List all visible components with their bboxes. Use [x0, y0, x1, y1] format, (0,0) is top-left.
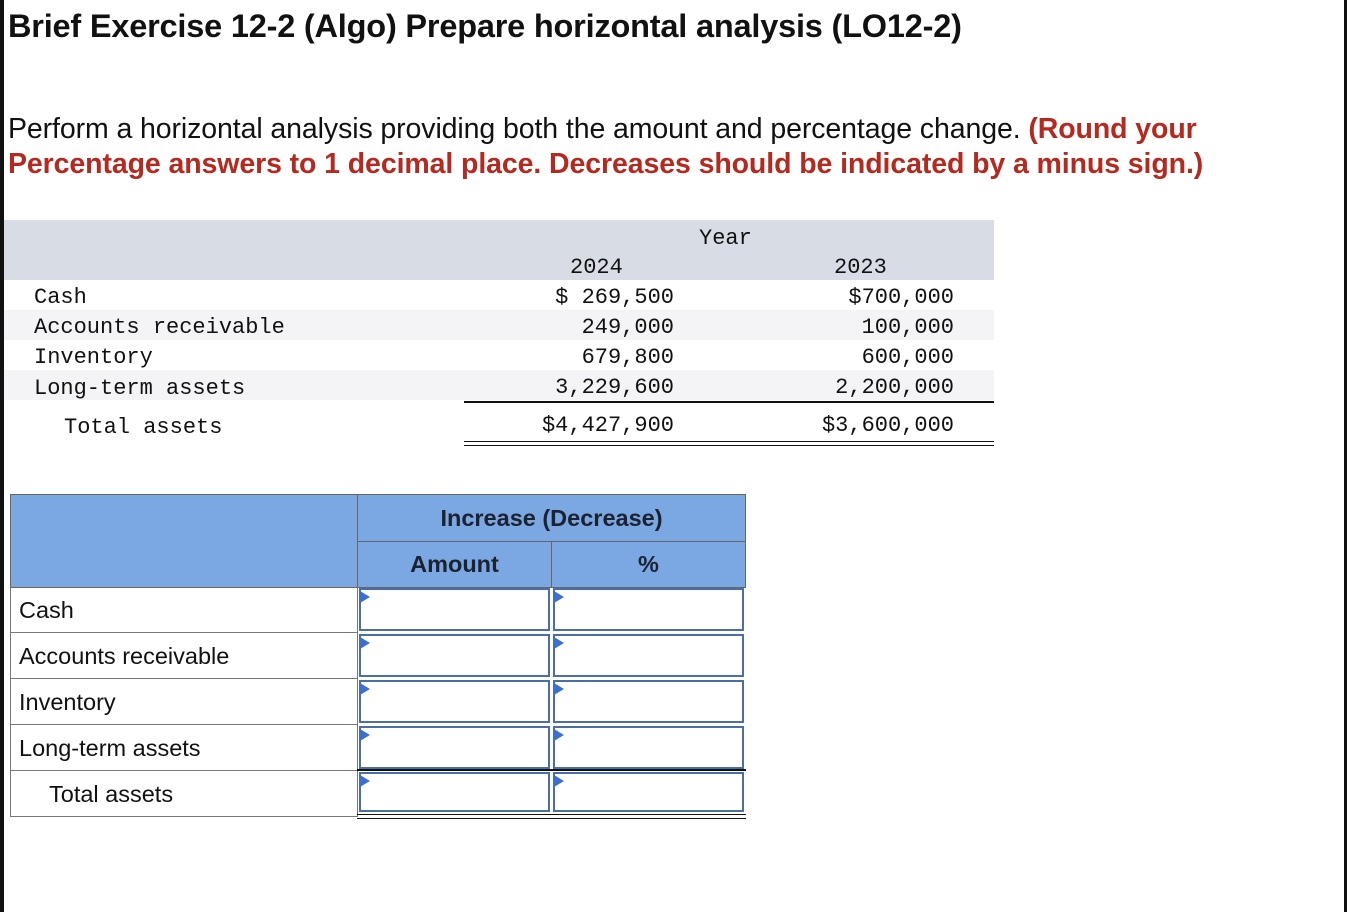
amount-column-header: Amount: [410, 551, 499, 577]
instructions-text: Perform a horizontal analysis providing both the amount and percentage change.: [8, 113, 1021, 145]
input-marker-icon: [360, 683, 370, 695]
column-header-2023: 2023: [834, 255, 887, 280]
cash-percent-input[interactable]: [553, 588, 744, 631]
grid-line: [10, 816, 358, 817]
data-value-2024: $ 269,500: [555, 285, 674, 310]
answer-total-double-underline: [357, 818, 746, 819]
total-double-underline: [464, 445, 994, 446]
exercise-title: Brief Exercise 12-2 (Algo) Prepare horizontal analysis (LO12-2): [8, 8, 962, 44]
total-assets-amount-input[interactable]: [359, 772, 550, 812]
answer-header-blank: [10, 494, 358, 588]
input-marker-icon: [554, 775, 564, 787]
total-assets-percent-input[interactable]: [553, 772, 744, 812]
input-marker-icon: [360, 775, 370, 787]
data-value-2024: 679,800: [581, 345, 674, 370]
answer-row-label-accounts-receivable: Accounts receivable: [19, 643, 230, 669]
grid-line: [10, 587, 11, 817]
subtotal-underline: [464, 401, 994, 403]
input-marker-icon: [360, 729, 370, 741]
percent-column-header: %: [638, 551, 659, 577]
inventory-percent-input[interactable]: [553, 680, 744, 723]
grid-line: [357, 587, 358, 817]
accounts-receivable-percent-input[interactable]: [553, 634, 744, 677]
grid-line: [10, 632, 358, 633]
data-row-label: Long-term assets: [34, 376, 246, 401]
data-row-label: Accounts receivable: [34, 315, 285, 340]
data-total-2024: $4,427,900: [541, 413, 674, 438]
answer-row-label-total-assets: Total assets: [49, 781, 174, 807]
total-double-underline: [464, 441, 994, 442]
data-value-2024: 3,229,600: [555, 375, 674, 400]
window-left-border: [0, 0, 4, 912]
instructions: [8, 112, 1338, 182]
inventory-amount-input[interactable]: [359, 680, 550, 723]
input-marker-icon: [360, 591, 370, 603]
increase-decrease-header: Increase (Decrease): [440, 505, 663, 531]
grid-line: [10, 678, 358, 679]
column-header-2024: 2024: [570, 255, 623, 280]
data-total-label: Total assets: [64, 415, 223, 440]
answer-row-label-cash: Cash: [19, 597, 74, 623]
data-row-label: Cash: [34, 285, 87, 310]
input-marker-icon: [554, 591, 564, 603]
year-header: Year: [699, 226, 752, 251]
input-marker-icon: [554, 683, 564, 695]
input-marker-icon: [554, 637, 564, 649]
answer-row-label-inventory: Inventory: [19, 689, 116, 715]
grid-line: [10, 724, 358, 725]
data-total-2023: $3,600,000: [821, 413, 954, 438]
data-row-label: Inventory: [34, 345, 153, 370]
window-right-border: [1344, 0, 1347, 912]
data-value-2023: 2,200,000: [835, 375, 954, 400]
answer-subtotal-underline: [357, 769, 746, 771]
answer-total-double-underline: [357, 814, 746, 815]
data-value-2023: 600,000: [861, 345, 954, 370]
data-value-2023: 100,000: [861, 315, 954, 340]
grid-line: [10, 770, 358, 771]
data-value-2024: 249,000: [581, 315, 674, 340]
answer-row-label-long-term-assets: Long-term assets: [19, 735, 201, 761]
long-term-assets-amount-input[interactable]: [359, 726, 550, 769]
long-term-assets-percent-input[interactable]: [553, 726, 744, 769]
data-value-2023: $700,000: [848, 285, 954, 310]
cash-amount-input[interactable]: [359, 588, 550, 631]
input-marker-icon: [360, 637, 370, 649]
accounts-receivable-amount-input[interactable]: [359, 634, 550, 677]
instructions-emphasis: (Round your Percentage answers to 1 decimal place. Decreases should be indicated by a minus sign.): [8, 113, 1204, 180]
input-marker-icon: [554, 729, 564, 741]
